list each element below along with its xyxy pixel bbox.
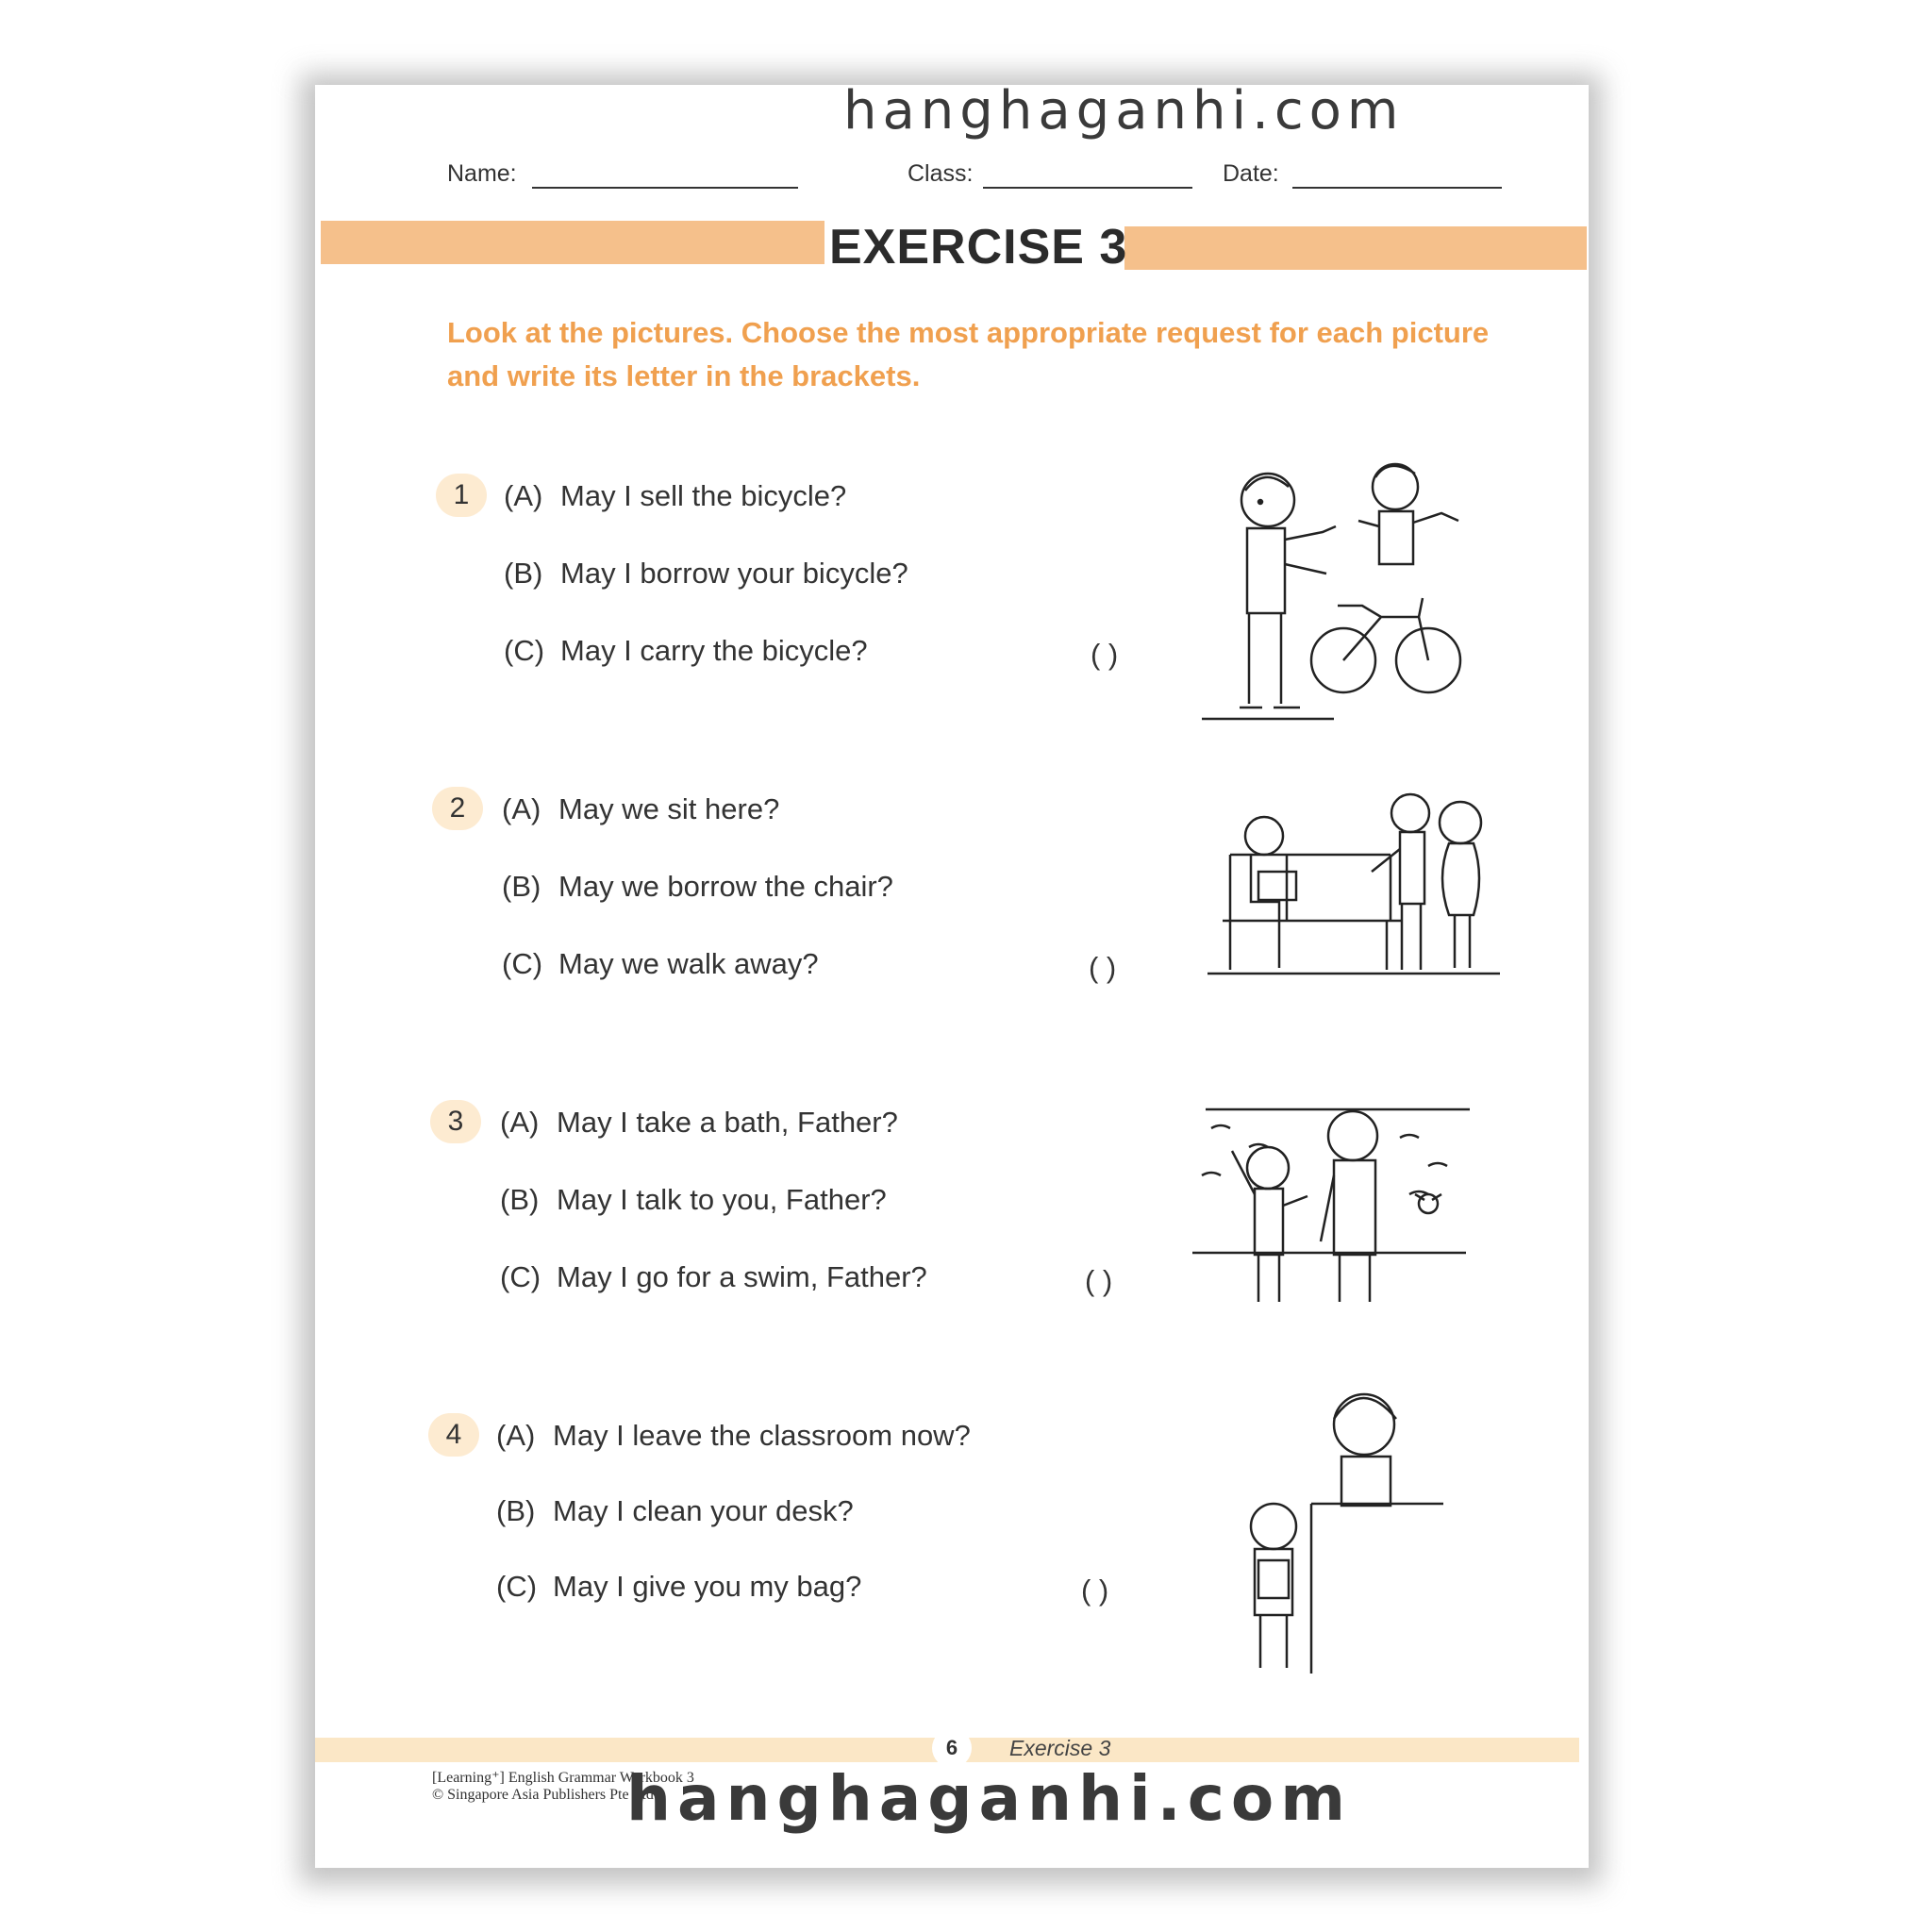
name-label: Name: [447, 160, 517, 187]
option-text: May I give you my bag? [553, 1570, 862, 1603]
option-letter: (A) [496, 1419, 536, 1452]
instructions: Look at the pictures. Choose the most appropriate request for each picture and write its letter in the brackets. [447, 316, 1490, 392]
option-b[interactable] [500, 1183, 887, 1217]
date-field[interactable] [1292, 187, 1502, 189]
option-text: May I clean your desk? [553, 1494, 854, 1527]
option-a[interactable] [502, 792, 779, 826]
option-b[interactable] [502, 870, 893, 904]
answer-bracket[interactable]: ( ) [1081, 1574, 1109, 1607]
option-b[interactable] [496, 1494, 854, 1528]
option-text: May we borrow the chair? [558, 870, 893, 903]
worksheet-page [315, 80, 1589, 1868]
option-text: May I leave the classroom now? [553, 1419, 971, 1452]
class-field[interactable] [983, 187, 1192, 189]
option-letter: (B) [504, 557, 543, 590]
boy-with-bicycle-illustration [1202, 460, 1485, 721]
option-letter: (B) [502, 870, 541, 903]
option-letter: (A) [504, 479, 543, 512]
question-number-badge: 2 [432, 787, 483, 830]
date-label: Date: [1223, 160, 1279, 187]
credit-line-2: © Singapore Asia Publishers Pte Ltd [432, 1787, 654, 1803]
question-number-badge: 4 [428, 1413, 479, 1457]
option-text: May I carry the bicycle? [560, 634, 868, 667]
option-c[interactable] [496, 1570, 861, 1604]
father-and-son-at-beach-illustration [1192, 1100, 1475, 1307]
option-c[interactable] [502, 947, 819, 981]
option-c[interactable] [504, 634, 868, 668]
question-number-badge: 3 [430, 1100, 481, 1143]
title-band-right [1124, 226, 1587, 270]
name-field[interactable] [532, 187, 798, 189]
question-number-badge: 1 [436, 474, 487, 517]
option-c[interactable] [500, 1260, 927, 1294]
option-letter: (B) [500, 1183, 540, 1216]
class-label: Class: [908, 160, 974, 187]
option-letter: (C) [504, 634, 545, 667]
option-text: May I talk to you, Father? [557, 1183, 887, 1216]
option-text: May I borrow your bicycle? [560, 557, 908, 590]
page-number: 6 [932, 1728, 972, 1768]
option-text: May I sell the bicycle? [560, 479, 847, 512]
option-text: May I take a bath, Father? [557, 1106, 898, 1139]
watermark-top: hanghaganhi.com [843, 80, 1405, 142]
title-band-left [321, 221, 824, 264]
option-a[interactable] [504, 479, 846, 513]
option-letter: (A) [500, 1106, 540, 1139]
option-text: May we walk away? [558, 947, 819, 980]
people-at-bench-illustration [1208, 789, 1500, 977]
exercise-title: EXERCISE 3 [829, 220, 1128, 275]
footer-exercise-label: Exercise 3 [1009, 1736, 1111, 1760]
option-letter: (C) [502, 947, 543, 980]
credit-line-1: [Learning⁺] English Grammar Workbook 3 [432, 1770, 694, 1786]
option-letter: (C) [496, 1570, 538, 1603]
option-text: May we sit here? [558, 792, 780, 825]
option-letter: (C) [500, 1260, 541, 1293]
watermark-bottom: hanghaganhi.com [626, 1762, 1352, 1835]
answer-bracket[interactable]: ( ) [1089, 951, 1117, 984]
option-a[interactable] [500, 1106, 898, 1140]
option-a[interactable] [496, 1419, 971, 1453]
pupil-and-teacher-illustration [1236, 1387, 1443, 1679]
answer-bracket[interactable]: ( ) [1091, 638, 1119, 671]
option-b[interactable] [504, 557, 908, 591]
option-text: May I go for a swim, Father? [557, 1260, 927, 1293]
option-letter: (A) [502, 792, 541, 825]
answer-bracket[interactable]: ( ) [1085, 1264, 1113, 1297]
option-letter: (B) [496, 1494, 536, 1527]
